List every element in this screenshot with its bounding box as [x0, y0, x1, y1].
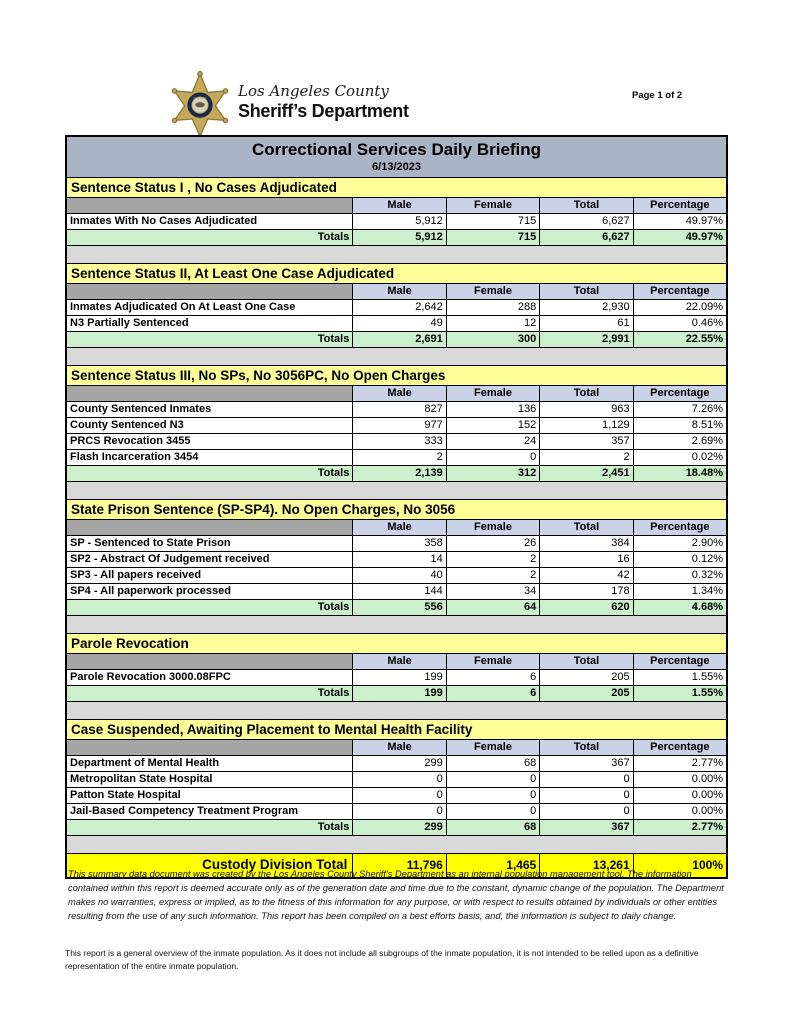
sheriff-star-badge-svg	[168, 70, 232, 144]
totals-pct: 1.55%	[633, 686, 726, 701]
totals-row	[67, 230, 726, 246]
totals-total: 620	[539, 600, 632, 615]
disclaimer-footnote: This summary data document was created by the Los Angeles County Sheriff's Department as an internal population management tool. The information contained within this report is deemed accurate only as of the generation date and time due to the constant, dynamic change of the population. The Department makes no warranties, express or implied, as to the fitness of this information for any purpose, or with respect to results obtained by individuals or other entities resulting from the use of any such information. This report has been compiled on a best efforts basis, and, the information is subject to daily change.	[68, 869, 724, 921]
column-header-row	[67, 284, 726, 300]
row-label: County Sentenced Inmates	[67, 402, 352, 417]
cell-pct: 0.32%	[633, 568, 726, 583]
table-row	[67, 568, 726, 584]
column-header-female: Female	[446, 284, 539, 299]
cell-female: 26	[446, 536, 539, 551]
cell-pct: 2.77%	[633, 756, 726, 771]
cell-pct: 8.51%	[633, 418, 726, 433]
totals-total: 2,451	[539, 466, 632, 481]
cell-female: 0	[446, 772, 539, 787]
overview-footnote: This report is a general overview of the inmate population. As it does not include all subgroups of the inmate population, it is not intended to be relied upon as a definitive representation of the entire inmate population.	[65, 948, 699, 972]
row-label: Department of Mental Health	[67, 756, 352, 771]
column-header-blank	[67, 284, 352, 299]
cell-female: 12	[446, 316, 539, 331]
cell-female: 0	[446, 804, 539, 819]
cell-total: 16	[539, 552, 632, 567]
sheriff-star-logo-icon	[168, 70, 232, 144]
table-row	[67, 300, 726, 316]
section-spacer	[67, 702, 726, 720]
table-row	[67, 584, 726, 600]
column-header-blank	[67, 198, 352, 213]
department-name: Sheriff’s Department	[238, 101, 409, 121]
section-spacer	[67, 616, 726, 634]
column-header-female: Female	[446, 520, 539, 535]
totals-pct: 49.97%	[633, 230, 726, 245]
cell-total: 2,930	[539, 300, 632, 315]
cell-male: 144	[352, 584, 445, 599]
cell-total: 42	[539, 568, 632, 583]
cell-female: 2	[446, 552, 539, 567]
column-header-male: Male	[352, 386, 445, 401]
county-name: Los Angeles County	[238, 82, 389, 100]
column-header-blank	[67, 386, 352, 401]
table-row	[67, 788, 726, 804]
cell-pct: 0.00%	[633, 804, 726, 819]
section-4-title: State Prison Sentence (SP-SP4). No Open Charges, No 3056	[67, 500, 726, 520]
cell-male: 0	[352, 788, 445, 803]
column-header-total: Total	[539, 654, 632, 669]
cell-female: 288	[446, 300, 539, 315]
cell-female: 34	[446, 584, 539, 599]
column-header-total: Total	[539, 284, 632, 299]
custody-total-percentage: 100%	[633, 854, 726, 877]
cell-total: 384	[539, 536, 632, 551]
table-row	[67, 402, 726, 418]
column-header-total: Total	[539, 740, 632, 755]
column-header-row	[67, 520, 726, 536]
cell-total: 1,129	[539, 418, 632, 433]
totals-row	[67, 600, 726, 616]
section-spacer	[67, 482, 726, 500]
totals-row	[67, 332, 726, 348]
cell-pct: 0.12%	[633, 552, 726, 567]
cell-female: 0	[446, 450, 539, 465]
row-label: Metropolitan State Hospital	[67, 772, 352, 787]
totals-female: 64	[446, 600, 539, 615]
column-header-row	[67, 386, 726, 402]
totals-total: 205	[539, 686, 632, 701]
row-label: PRCS Revocation 3455	[67, 434, 352, 449]
sections-container	[67, 178, 726, 854]
section-1-title: Sentence Status I , No Cases Adjudicated	[67, 178, 726, 198]
cell-male: 358	[352, 536, 445, 551]
section-6-title: Case Suspended, Awaiting Placement to Mental Health Facility	[67, 720, 726, 740]
cell-pct: 2.69%	[633, 434, 726, 449]
totals-label: Totals	[67, 230, 352, 245]
custody-total-label: Custody Division Total	[67, 854, 352, 877]
totals-male: 2,139	[352, 466, 445, 481]
cell-male: 0	[352, 804, 445, 819]
totals-female: 68	[446, 820, 539, 835]
cell-male: 199	[352, 670, 445, 685]
totals-pct: 22.55%	[633, 332, 726, 347]
cell-female: 6	[446, 670, 539, 685]
table-row	[67, 418, 726, 434]
cell-male: 14	[352, 552, 445, 567]
section-spacer	[67, 246, 726, 264]
table-row	[67, 434, 726, 450]
row-label: Parole Revocation 3000.08FPC	[67, 670, 352, 685]
section-5-title: Parole Revocation	[67, 634, 726, 654]
cell-total: 0	[539, 772, 632, 787]
totals-row	[67, 466, 726, 482]
totals-pct: 18.48%	[633, 466, 726, 481]
cell-pct: 0.02%	[633, 450, 726, 465]
column-header-total: Total	[539, 520, 632, 535]
column-header-row	[67, 740, 726, 756]
agency-name-block	[238, 82, 409, 122]
cell-total: 2	[539, 450, 632, 465]
totals-row	[67, 820, 726, 836]
cell-male: 49	[352, 316, 445, 331]
custody-total-female: 1,465	[446, 854, 539, 877]
cell-pct: 1.55%	[633, 670, 726, 685]
row-label: Flash Incarceration 3454	[67, 450, 352, 465]
column-header-female: Female	[446, 198, 539, 213]
cell-pct: 22.09%	[633, 300, 726, 315]
table-row	[67, 552, 726, 568]
cell-male: 2,642	[352, 300, 445, 315]
totals-total: 2,991	[539, 332, 632, 347]
column-header-percentage: Percentage	[633, 520, 726, 535]
totals-male: 5,912	[352, 230, 445, 245]
totals-label: Totals	[67, 466, 352, 481]
table-row	[67, 804, 726, 820]
custody-total-total: 13,261	[539, 854, 632, 877]
column-header-female: Female	[446, 386, 539, 401]
totals-female: 6	[446, 686, 539, 701]
cell-male: 0	[352, 772, 445, 787]
column-header-male: Male	[352, 198, 445, 213]
table-row	[67, 214, 726, 230]
table-row	[67, 772, 726, 788]
custody-total-male: 11,796	[352, 854, 445, 877]
row-label: Inmates With No Cases Adjudicated	[67, 214, 352, 229]
totals-total: 367	[539, 820, 632, 835]
cell-male: 5,912	[352, 214, 445, 229]
totals-male: 199	[352, 686, 445, 701]
title-bar	[67, 137, 726, 178]
column-header-row	[67, 654, 726, 670]
cell-total: 6,627	[539, 214, 632, 229]
totals-label: Totals	[67, 686, 352, 701]
column-header-blank	[67, 654, 352, 669]
cell-pct: 7.26%	[633, 402, 726, 417]
column-header-male: Male	[352, 520, 445, 535]
row-label: SP4 - All paperwork processed	[67, 584, 352, 599]
row-label: Inmates Adjudicated On At Least One Case	[67, 300, 352, 315]
table-row	[67, 450, 726, 466]
cell-male: 977	[352, 418, 445, 433]
cell-pct: 2.90%	[633, 536, 726, 551]
cell-pct: 1.34%	[633, 584, 726, 599]
briefing-table	[65, 135, 728, 879]
cell-pct: 0.00%	[633, 772, 726, 787]
cell-total: 0	[539, 804, 632, 819]
column-header-percentage: Percentage	[633, 284, 726, 299]
column-header-male: Male	[352, 284, 445, 299]
cell-total: 357	[539, 434, 632, 449]
column-header-total: Total	[539, 198, 632, 213]
totals-female: 715	[446, 230, 539, 245]
column-header-female: Female	[446, 654, 539, 669]
totals-row	[67, 686, 726, 702]
totals-male: 2,691	[352, 332, 445, 347]
cell-female: 715	[446, 214, 539, 229]
cell-total: 205	[539, 670, 632, 685]
column-header-row	[67, 198, 726, 214]
row-label: County Sentenced N3	[67, 418, 352, 433]
cell-male: 827	[352, 402, 445, 417]
totals-male: 299	[352, 820, 445, 835]
row-label: SP - Sentenced to State Prison	[67, 536, 352, 551]
section-3-title: Sentence Status III, No SPs, No 3056PC, No Open Charges	[67, 366, 726, 386]
row-label: SP2 - Abstract Of Judgement received	[67, 552, 352, 567]
cell-female: 68	[446, 756, 539, 771]
column-header-blank	[67, 520, 352, 535]
row-label: Patton State Hospital	[67, 788, 352, 803]
section-spacer	[67, 836, 726, 854]
column-header-percentage: Percentage	[633, 740, 726, 755]
totals-label: Totals	[67, 820, 352, 835]
table-row	[67, 536, 726, 552]
column-header-total: Total	[539, 386, 632, 401]
page-number-label: Page 1 of 2	[632, 90, 683, 101]
section-2-title: Sentence Status II, At Least One Case Adjudicated	[67, 264, 726, 284]
totals-female: 312	[446, 466, 539, 481]
document-date: 6/13/2023	[372, 161, 421, 173]
section-spacer	[67, 348, 726, 366]
svg-text:SHERIFF: SHERIFF	[193, 96, 207, 101]
row-label: N3 Partially Sentenced	[67, 316, 352, 331]
table-row	[67, 316, 726, 332]
cell-female: 24	[446, 434, 539, 449]
cell-male: 333	[352, 434, 445, 449]
cell-total: 178	[539, 584, 632, 599]
cell-pct: 0.46%	[633, 316, 726, 331]
row-label: SP3 - All papers received	[67, 568, 352, 583]
cell-total: 963	[539, 402, 632, 417]
cell-female: 0	[446, 788, 539, 803]
document-title: Correctional Services Daily Briefing	[251, 140, 542, 159]
cell-total: 0	[539, 788, 632, 803]
row-label: Jail-Based Competency Treatment Program	[67, 804, 352, 819]
totals-label: Totals	[67, 600, 352, 615]
column-header-female: Female	[446, 740, 539, 755]
totals-total: 6,627	[539, 230, 632, 245]
table-row	[67, 670, 726, 686]
column-header-male: Male	[352, 654, 445, 669]
column-header-percentage: Percentage	[633, 198, 726, 213]
totals-male: 556	[352, 600, 445, 615]
column-header-male: Male	[352, 740, 445, 755]
cell-female: 152	[446, 418, 539, 433]
cell-female: 2	[446, 568, 539, 583]
totals-label: Totals	[67, 332, 352, 347]
totals-pct: 2.77%	[633, 820, 726, 835]
cell-female: 136	[446, 402, 539, 417]
column-header-blank	[67, 740, 352, 755]
cell-male: 2	[352, 450, 445, 465]
column-header-percentage: Percentage	[633, 654, 726, 669]
cell-total: 367	[539, 756, 632, 771]
cell-pct: 0.00%	[633, 788, 726, 803]
cell-male: 299	[352, 756, 445, 771]
cell-male: 40	[352, 568, 445, 583]
cell-pct: 49.97%	[633, 214, 726, 229]
totals-female: 300	[446, 332, 539, 347]
cell-total: 61	[539, 316, 632, 331]
column-header-percentage: Percentage	[633, 386, 726, 401]
table-row	[67, 756, 726, 772]
totals-pct: 4.68%	[633, 600, 726, 615]
